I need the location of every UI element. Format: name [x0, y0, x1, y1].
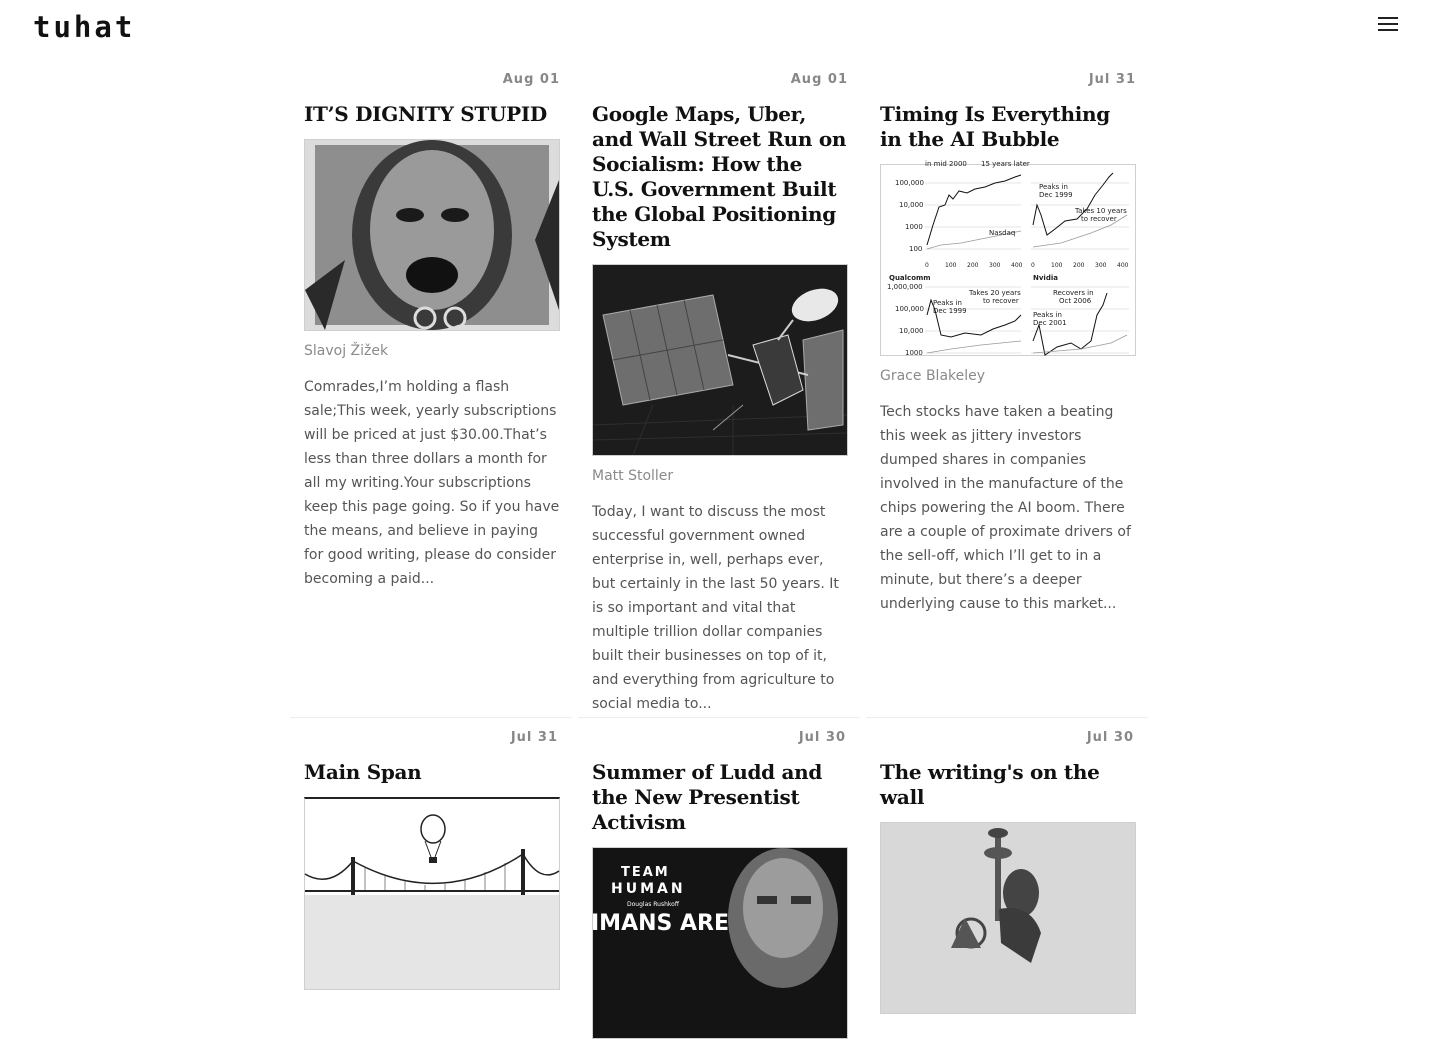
- post-card[interactable]: [304, 70, 560, 591]
- menu-line: [1378, 23, 1398, 25]
- chart-text: 1000: [905, 349, 923, 357]
- hamburger-icon[interactable]: [1376, 14, 1400, 34]
- post-date: Jul 30: [1086, 730, 1134, 745]
- chart-text: 15 years later: [981, 160, 1030, 168]
- chart-text: Peaks in: [1039, 183, 1068, 191]
- post-image[interactable]: [304, 797, 560, 990]
- chart-text: 10,000: [899, 201, 924, 209]
- chart-text: Peaks in: [1033, 311, 1062, 319]
- chart-text: Dec 2001: [1033, 319, 1067, 327]
- menu-line: [1378, 17, 1398, 19]
- post-image[interactable]: [592, 264, 848, 456]
- post-date: Jul 31: [510, 730, 558, 745]
- post-image[interactable]: [880, 822, 1136, 1014]
- cover-text: TEAM: [621, 865, 670, 880]
- post-author[interactable]: Slavoj Žižek: [304, 343, 389, 359]
- cover-text: Douglas Rushkoff: [627, 901, 679, 908]
- post-title[interactable]: The writing's on the wall: [880, 760, 1100, 809]
- chart-text: 1000: [905, 223, 923, 231]
- post-excerpt: Today, I want to discuss the most successful government owned enterprise in, well, perhaps ever, but certainly in the last 50 years. It is so important and vital that multiple trillion dollar companies built their businesses on top of it, and everything from agriculture to social media to...: [592, 504, 839, 712]
- chart-text: 1,000,000: [887, 283, 923, 291]
- chart-text: Recovers in: [1053, 289, 1094, 297]
- chart-text: 400: [1011, 262, 1023, 269]
- post-image[interactable]: [592, 847, 848, 1039]
- post-excerpt: Comrades,I’m holding a flash sale;This week, yearly subscriptions will be priced at just $30.00.That’s less than three dollars a month for all my writing.Your subscriptions keep this page going. So if you have the means, and believe in paying for good writing, please do consider becoming a paid...: [304, 379, 560, 587]
- chart-text: 0: [925, 262, 929, 269]
- chart-text: to recover: [1081, 215, 1117, 223]
- post-card[interactable]: [880, 70, 1136, 616]
- post-date: Aug 01: [790, 72, 848, 87]
- chart-text: Peaks in: [933, 299, 962, 307]
- post-card[interactable]: [578, 717, 860, 1039]
- post-card[interactable]: [592, 70, 848, 716]
- chart-text: Nasdaq: [989, 229, 1016, 237]
- chart-text: 400: [1117, 262, 1129, 269]
- post-image[interactable]: [304, 139, 560, 331]
- cover-text: HUMAN: [611, 881, 686, 897]
- cover-text: IMANS ARE: [591, 911, 730, 936]
- chart-text: Dec 1999: [933, 307, 967, 315]
- post-author[interactable]: Matt Stoller: [592, 468, 674, 484]
- post-author[interactable]: Grace Blakeley: [880, 368, 986, 384]
- chart-text: Nvidia: [1033, 274, 1058, 282]
- post-title[interactable]: Google Maps, Uber, and Wall Street Run on Socialism: How the U.S. Government Built the Global Positioning System: [592, 102, 847, 251]
- chart-text: to recover: [983, 297, 1019, 305]
- chart-text: 300: [1095, 262, 1107, 269]
- chart-text: 100: [945, 262, 957, 269]
- chart-text: 100,000: [895, 179, 924, 187]
- post-date: Jul 31: [1088, 72, 1136, 87]
- chart-text: 200: [1073, 262, 1085, 269]
- post-card[interactable]: [290, 717, 572, 990]
- chart-text: 300: [989, 262, 1001, 269]
- menu-line: [1378, 29, 1398, 31]
- post-title[interactable]: Main Span: [304, 760, 422, 784]
- chart-text: 10,000: [899, 327, 924, 335]
- post-date: Jul 30: [798, 730, 846, 745]
- post-title[interactable]: Summer of Ludd and the New Presentist Activism: [592, 760, 823, 834]
- post-card[interactable]: [866, 717, 1148, 1014]
- post-excerpt: Tech stocks have taken a beating this week as jittery investors dumped shares in companies involved in the manufacture of the chips powering the AI boom. There are a couple of proximate drivers of the sell-off, which I’ll get to in a minute, but there’s a deeper underlying cause to this market...: [880, 404, 1131, 612]
- chart-text: 200: [967, 262, 979, 269]
- post-image[interactable]: [880, 160, 1136, 357]
- chart-text: 100,000: [895, 305, 924, 313]
- site-logo[interactable]: tuhat: [33, 10, 136, 44]
- chart-text: Takes 20 years: [969, 289, 1021, 297]
- chart-text: 100: [909, 245, 923, 253]
- chart-text: 0: [1031, 262, 1035, 269]
- chart-text: Takes 10 years: [1075, 207, 1127, 215]
- chart-text: 100: [1051, 262, 1063, 269]
- chart-text: Oct 2006: [1059, 297, 1092, 305]
- chart-text: in mid 2000: [925, 160, 967, 168]
- post-title[interactable]: Timing Is Everything in the AI Bubble: [880, 102, 1110, 151]
- chart-text: Dec 1999: [1039, 191, 1073, 199]
- chart-text: Qualcomm: [889, 274, 931, 282]
- post-title[interactable]: IT’S DIGNITY STUPID: [304, 102, 547, 126]
- post-date: Aug 01: [502, 72, 560, 87]
